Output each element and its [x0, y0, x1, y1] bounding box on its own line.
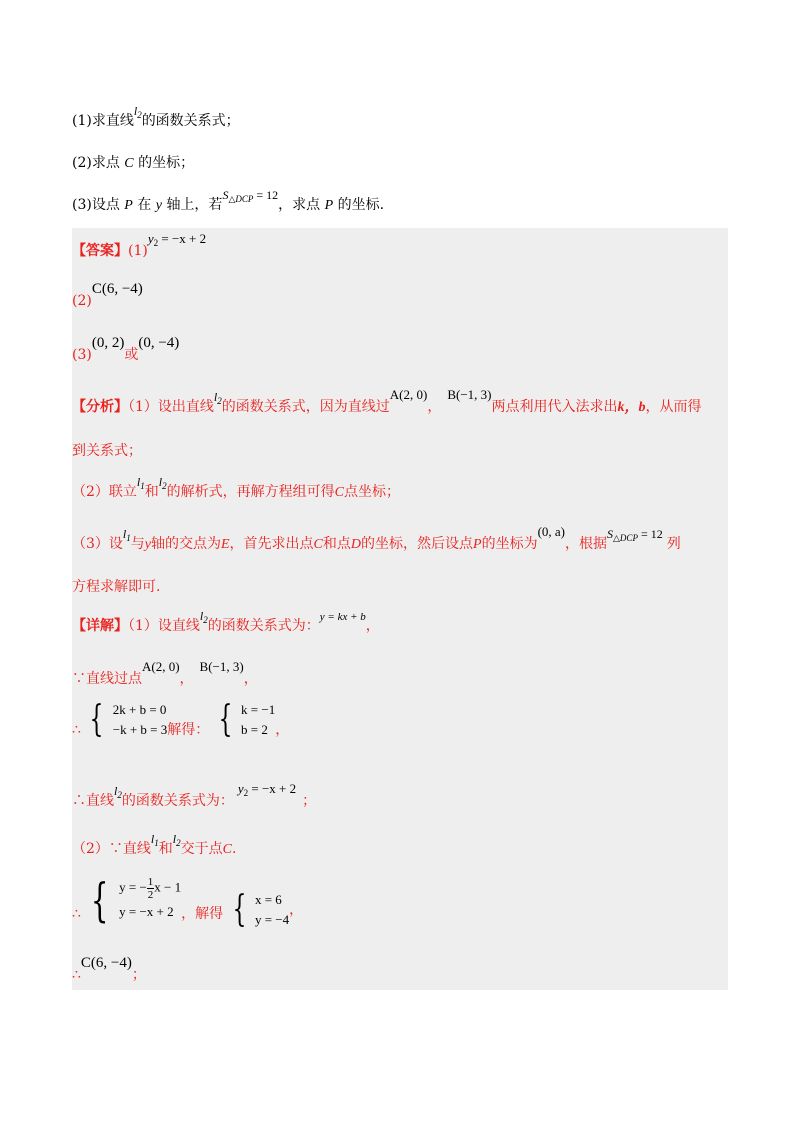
q3-d: ，求点	[278, 197, 321, 213]
brace-icon: {	[218, 699, 233, 740]
detail-tag: 【详解】	[72, 618, 128, 634]
system-1-eq2: −k + b = 3	[112, 722, 168, 737]
detail-6-end: ，	[289, 901, 304, 918]
analysis-p2-b: 的解析式，再解方程组可得	[166, 484, 335, 500]
detail-1-c: ，	[365, 618, 380, 634]
solution-2-stack	[255, 890, 289, 930]
detail-5-c: C	[222, 842, 232, 857]
answer-2	[72, 281, 143, 310]
solution-2-eq1: x = 6	[254, 891, 282, 907]
system-2-stack	[119, 876, 181, 923]
analysis-p1-cont-text: 到关系式；	[72, 443, 142, 459]
detail-5-l1: $l_1$	[150, 832, 159, 848]
analysis-p3-and: 和点	[322, 536, 351, 552]
answer-3-or: 或	[124, 347, 139, 363]
solution-1-eq1: k = −1	[241, 702, 276, 717]
detail-2-comma: ，	[179, 671, 194, 687]
detail-2	[72, 659, 258, 688]
brace-icon: {	[89, 699, 104, 740]
equation-system-2	[85, 872, 182, 927]
analysis-point-b: B(−1, 3)	[447, 387, 492, 402]
therefore-symbol: ∴	[72, 967, 81, 983]
detail-7	[72, 955, 146, 984]
solution-system-2	[228, 890, 290, 930]
q2-prefix: (2)求点	[72, 155, 120, 171]
answer-3-expr1: (0, 2)	[91, 335, 125, 351]
q1-suffix: 的函数关系式；	[141, 113, 240, 129]
system-1-eq1: 2k + b = 0	[112, 702, 167, 717]
analysis-p1-d: ，从而得	[645, 399, 702, 415]
q2-point-c: C	[124, 156, 134, 171]
analysis-p1-a: （1）设出直线	[128, 399, 214, 415]
analysis-p3-point-d: D	[350, 537, 362, 552]
detail-6-solve: ，解得	[181, 905, 224, 922]
q3-e: 的坐标.	[337, 197, 385, 213]
detail-3	[72, 700, 289, 740]
solution-1-stack	[241, 700, 275, 740]
detail-1-a: （1）设直线	[128, 618, 200, 634]
analysis-point-a: A(2, 0)	[389, 387, 428, 402]
solution-system-1	[214, 700, 276, 740]
analysis-p3-a: （3）设	[72, 536, 123, 552]
answer-3-expr2: (0, −4)	[138, 335, 180, 351]
q3-p2: P	[324, 198, 334, 213]
detail-4-end: ；	[302, 793, 317, 809]
answer-2-label: (2)	[72, 293, 92, 309]
solution-1-eq2: b = 2	[241, 722, 268, 737]
analysis-p3-point: (0, a)	[537, 524, 566, 539]
analysis-p1-comma: ，	[427, 399, 442, 415]
analysis-p1-kb: k，b	[617, 400, 646, 415]
analysis-p3-cont	[72, 576, 160, 596]
detail-4-expr: $y_2 = -x + 2$	[237, 781, 297, 798]
analysis-p3-point-c: C	[313, 537, 323, 552]
system-1-stack	[113, 700, 168, 740]
analysis-p3-area: $S_{\triangle DCP} = 12$	[607, 527, 663, 543]
question-2	[72, 152, 194, 172]
answer-tag: 【答案】	[72, 243, 128, 259]
analysis-tag: 【分析】	[72, 399, 128, 415]
question-3	[72, 188, 385, 215]
analysis-p3-point-p: P	[473, 537, 482, 552]
q3-b: 在	[137, 197, 152, 213]
analysis-p1-b: 的函数关系式，因为直线过	[221, 399, 390, 415]
analysis-p3-b: 与	[130, 536, 145, 552]
detail-4	[72, 781, 317, 810]
analysis-p3-y: y	[144, 537, 151, 552]
detail-2-end: ，	[243, 671, 258, 687]
analysis-p2	[72, 475, 400, 501]
analysis-p3-f: 的坐标，然后设点	[361, 536, 474, 552]
detail-4-l2: $l_2$	[114, 784, 122, 800]
analysis-p2-and: 和	[144, 484, 159, 500]
detail-5	[72, 832, 237, 858]
detail-6	[72, 872, 304, 930]
q2-suffix: 的坐标；	[138, 155, 195, 171]
analysis-p3-l1: $l_1$	[122, 527, 131, 543]
analysis-p3	[72, 524, 681, 554]
q3-p: P	[124, 198, 133, 213]
q3-area: $S_{\triangle DCP} = 12$	[222, 188, 279, 204]
detail-7-expr: C(6, −4)	[80, 955, 132, 971]
detail-2-point-a: A(2, 0)	[142, 659, 180, 674]
analysis-p2-c: C	[334, 485, 344, 500]
therefore-symbol: ∴	[72, 722, 81, 738]
detail-7-end: ；	[131, 967, 146, 983]
q3-c: 轴上，若	[166, 197, 223, 213]
answer-1-expr: $y_2 = -x + 2$	[147, 231, 207, 248]
analysis-p2-a: （2）联立	[72, 484, 137, 500]
analysis-p2-l1: $l_1$	[136, 475, 145, 491]
analysis-p1-l2: $l_2$	[213, 390, 222, 406]
detail-4-a: ∴直线	[72, 793, 114, 809]
detail-1-l2: $l_2$	[199, 609, 208, 625]
analysis-p1-c: 两点利用代入法求出	[491, 399, 618, 415]
analysis-p3-h: ，根据	[565, 536, 608, 552]
q1-prefix: (1)求直线	[72, 113, 134, 129]
detail-1-expr: y = kx + b	[319, 611, 366, 623]
detail-5-l2: $l_2$	[172, 832, 181, 848]
detail-2-point-b: B(−1, 3)	[199, 659, 244, 674]
brace-icon: {	[91, 872, 109, 927]
answer-2-expr: C(6, −4)	[91, 281, 143, 297]
analysis-p2-d: 点坐标；	[343, 484, 400, 500]
solution-2-eq2: y = −4	[254, 911, 290, 927]
analysis-p1-cont	[72, 440, 142, 460]
detail-5-a: （2）∵直线	[72, 841, 151, 857]
analysis-p3-d: ，首先求出点	[229, 536, 314, 552]
analysis-p3-cont-text: 方程求解即可.	[72, 579, 161, 595]
detail-1-b: 的函数关系式为：	[207, 618, 320, 634]
detail-5-end: .	[231, 841, 237, 857]
question-1	[72, 104, 240, 130]
answer-3	[72, 335, 180, 364]
analysis-p3-i: 列	[666, 536, 681, 552]
equation-system-1	[85, 700, 167, 740]
detail-1	[72, 609, 380, 635]
analysis-p3-g: 的坐标为	[481, 536, 538, 552]
system-2-eq1: y = − $\frac{1}{2}$ x − 1	[119, 876, 182, 901]
detail-3-end: ，	[275, 722, 290, 738]
analysis-p3-e: E	[220, 537, 230, 552]
answer-1-label: (1)	[128, 243, 148, 259]
detail-5-and: 和	[158, 841, 173, 857]
detail-3-solve: 解得：	[167, 722, 210, 738]
analysis-p3-c: 轴的交点为	[150, 536, 221, 552]
therefore-symbol: ∴	[72, 905, 81, 922]
detail-5-b: 交于点	[180, 841, 223, 857]
detail-2-a: ∵直线过点	[72, 671, 142, 687]
answer-3-label: (3)	[72, 347, 92, 363]
system-2-eq2: y = −x + 2	[119, 904, 174, 919]
analysis-p1	[72, 387, 702, 416]
answer-1	[72, 231, 207, 260]
q3-a: (3)设点	[72, 197, 120, 213]
fraction: $\frac{1}{2}$	[147, 876, 154, 901]
analysis-p2-l2: $l_2$	[158, 475, 167, 491]
detail-4-b: 的函数关系式为：	[121, 793, 234, 809]
brace-icon: {	[232, 888, 246, 930]
q3-y: y	[155, 198, 162, 213]
line-l2: $l_2$	[133, 104, 142, 120]
